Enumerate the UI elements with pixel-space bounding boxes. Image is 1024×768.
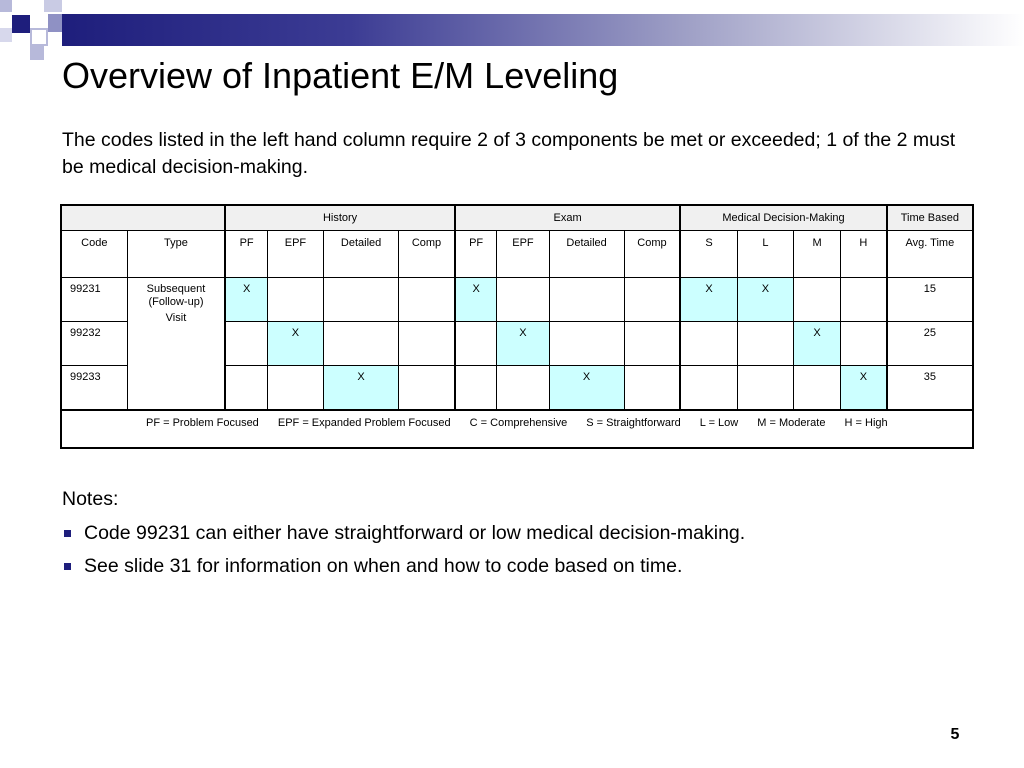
col-exam-detailed: Detailed <box>549 231 624 278</box>
col-history-epf: EPF <box>267 231 323 278</box>
type-line-1: Subsequent <box>146 283 206 295</box>
legend-item: EPF = Expanded Problem Focused <box>277 416 451 429</box>
table-row <box>61 278 973 322</box>
mdm-h-cell <box>841 278 887 322</box>
mdm-s-cell <box>680 322 737 366</box>
exam-detailed-cell <box>549 278 624 322</box>
exam-comp-cell <box>624 278 680 322</box>
history-pf-cell <box>225 322 267 366</box>
code-cell: 99232 <box>61 322 127 366</box>
intro-text: The codes listed in the left hand column require 2 of 3 components be met or exceeded; 1 of the 2 must be medical decision-making. <box>62 129 956 178</box>
avg-time-cell: 35 <box>887 366 973 410</box>
history-detailed-cell <box>324 278 399 322</box>
col-code: Code <box>61 231 127 278</box>
exam-pf-cell <box>455 322 497 366</box>
notes-label: Notes: <box>62 488 119 510</box>
mdm-m-cell <box>794 278 841 322</box>
exam-epf-cell <box>497 278 549 322</box>
history-pf-cell: X <box>225 278 267 322</box>
mdm-s-cell <box>680 366 737 410</box>
code-cell: 99231 <box>61 278 127 322</box>
legend-item: M = Moderate <box>757 416 826 429</box>
exam-comp-cell <box>624 322 680 366</box>
em-leveling-table <box>60 204 974 449</box>
col-mdm-l: L <box>737 231 793 278</box>
exam-pf-cell <box>455 366 497 410</box>
note-text: See slide 31 for information on when and how to code based on time. <box>84 555 683 577</box>
col-history-detailed: Detailed <box>324 231 399 278</box>
legend-item: H = High <box>844 416 888 429</box>
history-epf-cell: X <box>267 322 323 366</box>
col-mdm-m: M <box>794 231 841 278</box>
col-exam-comp: Comp <box>624 231 680 278</box>
mdm-h-cell: X <box>841 366 887 410</box>
type-line-2: (Follow-up) <box>148 296 204 308</box>
legend-row <box>61 410 973 448</box>
group-header-blank <box>61 205 225 231</box>
legend-cell <box>61 410 973 448</box>
mdm-h-cell <box>841 322 887 366</box>
history-pf-cell <box>225 366 267 410</box>
note-text: Code 99231 can either have straightforward or low medical decision-making. <box>84 522 746 544</box>
mdm-m-cell: X <box>794 322 841 366</box>
list-item <box>62 517 745 550</box>
group-header-row <box>61 205 973 231</box>
col-mdm-h: H <box>841 231 887 278</box>
history-epf-cell <box>267 278 323 322</box>
history-detailed-cell: X <box>324 366 399 410</box>
history-comp-cell <box>399 366 455 410</box>
group-exam: Exam <box>455 205 680 231</box>
legend-item: S = Straightforward <box>586 416 681 429</box>
mdm-l-cell <box>737 322 793 366</box>
avg-time-cell: 15 <box>887 278 973 322</box>
code-cell: 99233 <box>61 366 127 410</box>
type-line-3: Visit <box>165 312 187 324</box>
legend-item: C = Comprehensive <box>469 416 568 429</box>
legend-item: L = Low <box>699 416 739 429</box>
slide-title: Overview of Inpatient E/M Leveling <box>62 55 619 96</box>
group-history: History <box>225 205 455 231</box>
page-number: 5 <box>950 726 960 743</box>
mdm-s-cell: X <box>680 278 737 322</box>
group-time: Time Based <box>887 205 973 231</box>
list-item <box>62 550 745 583</box>
exam-comp-cell <box>624 366 680 410</box>
exam-epf-cell <box>497 366 549 410</box>
col-type: Type <box>127 231 225 278</box>
col-exam-epf: EPF <box>497 231 549 278</box>
square-bullet-icon <box>64 530 71 537</box>
history-comp-cell <box>399 322 455 366</box>
notes-list <box>62 517 745 583</box>
exam-detailed-cell: X <box>549 366 624 410</box>
col-mdm-s: S <box>680 231 737 278</box>
col-history-pf: PF <box>225 231 267 278</box>
exam-epf-cell: X <box>497 322 549 366</box>
group-mdm: Medical Decision-Making <box>680 205 886 231</box>
col-avg-time: Avg. Time <box>887 231 973 278</box>
mdm-l-cell: X <box>737 278 793 322</box>
mdm-l-cell <box>737 366 793 410</box>
mdm-m-cell <box>794 366 841 410</box>
type-cell <box>127 278 225 410</box>
legend-item: PF = Problem Focused <box>146 416 259 429</box>
column-header-row <box>61 231 973 278</box>
col-exam-pf: PF <box>455 231 497 278</box>
history-epf-cell <box>267 366 323 410</box>
square-bullet-icon <box>64 563 71 570</box>
exam-detailed-cell <box>549 322 624 366</box>
history-comp-cell <box>399 278 455 322</box>
history-detailed-cell <box>324 322 399 366</box>
exam-pf-cell: X <box>455 278 497 322</box>
avg-time-cell: 25 <box>887 322 973 366</box>
col-history-comp: Comp <box>399 231 455 278</box>
